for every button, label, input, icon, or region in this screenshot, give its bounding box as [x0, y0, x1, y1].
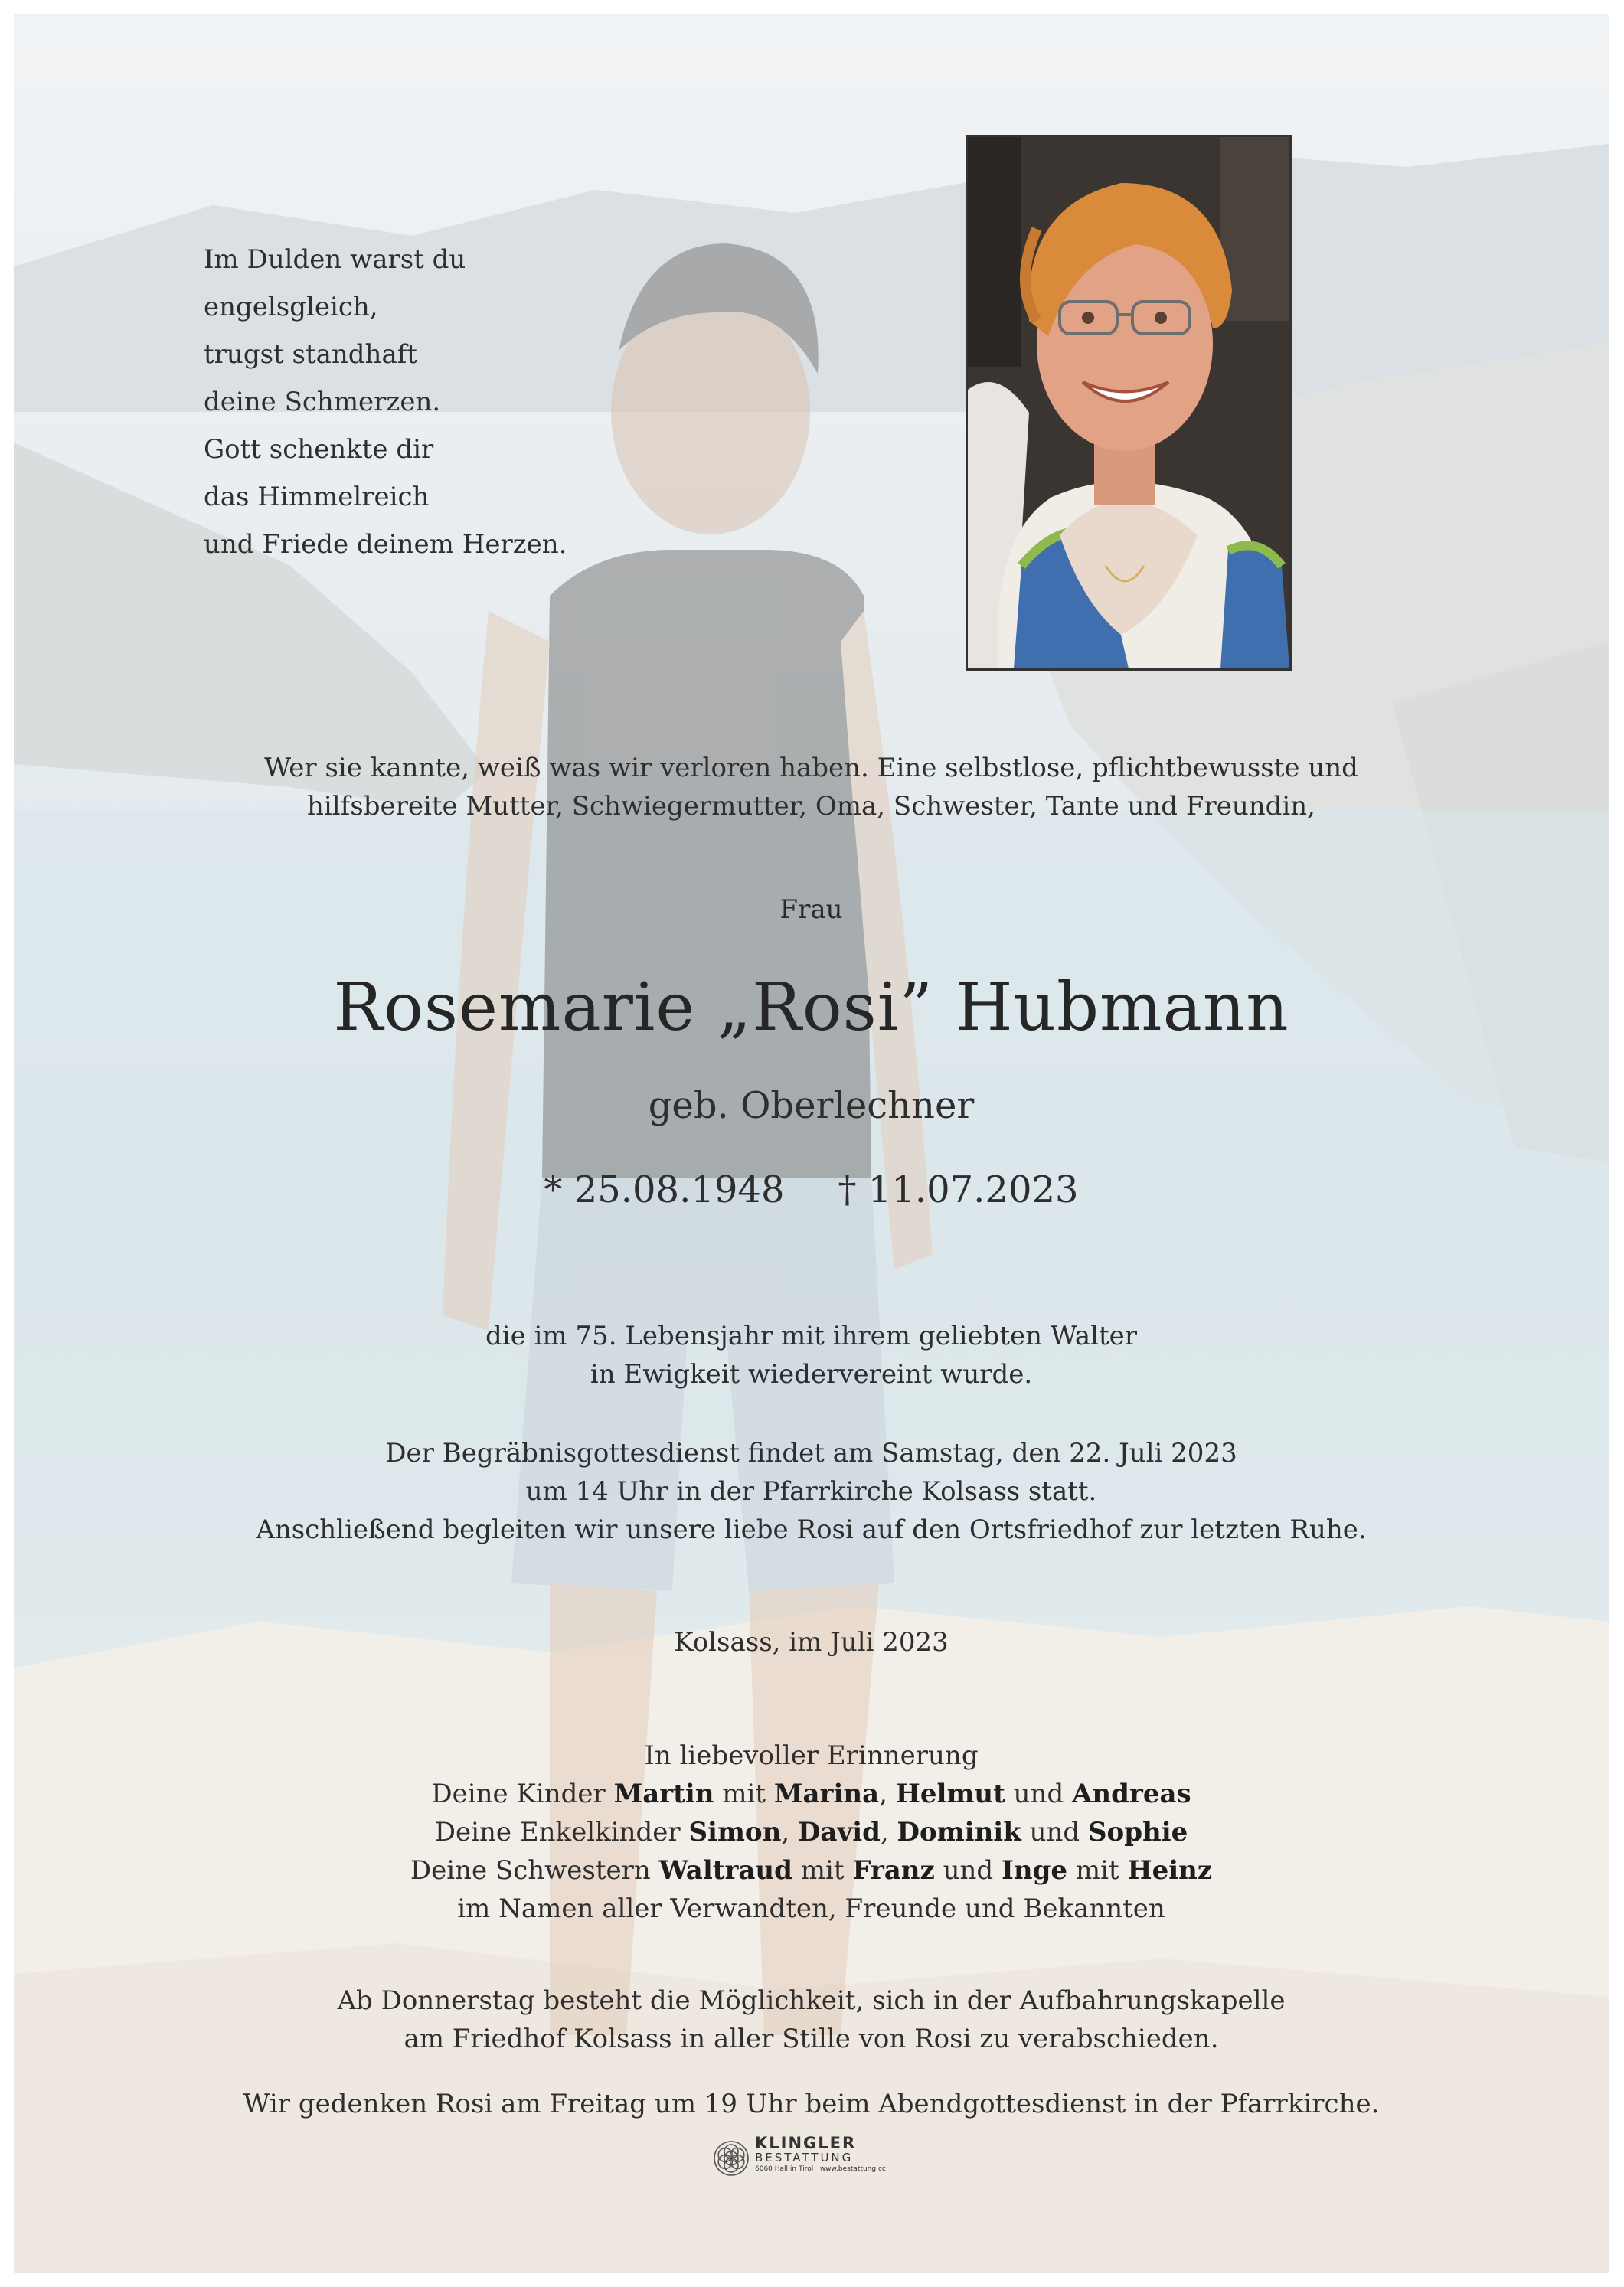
verse-line: engelsgleich, — [204, 292, 378, 322]
obituary-page — [14, 14, 1609, 2273]
intro-text — [14, 749, 1609, 825]
mourners-grandchildren: Deine Enkelkinder Simon, David, Dominik und Sophie — [434, 1817, 1188, 1848]
place-date — [14, 1623, 1609, 1661]
portrait-illustration — [968, 137, 1289, 668]
flower-of-life-icon — [712, 2139, 750, 2178]
farewell-line: am Friedhof Kolsass in aller Stille von Rosi zu verabschieden. — [404, 2024, 1219, 2054]
place-date-line: Kolsass, im Juli 2023 — [674, 1627, 949, 1658]
funeral-text — [14, 1434, 1609, 1549]
funeral-line: um 14 Uhr in der Pfarrkirche Kolsass statt. — [525, 1476, 1097, 1507]
intro-line: Wer sie kannte, weiß was wir verloren haben. Eine selbstlose, pflichtbewusste und — [264, 753, 1358, 783]
maiden-name: geb. Oberlechner — [648, 1084, 975, 1127]
reunion-line: in Ewigkeit wiedervereint wurde. — [590, 1359, 1033, 1390]
verse-line: und Friede deinem Herzen. — [204, 529, 567, 560]
funeral-line: Anschließend begleiten wir unsere liebe Rosi auf den Ortsfriedhof zur letzten Ruhe. — [256, 1514, 1367, 1545]
salutation: Frau — [779, 894, 843, 925]
funeral-line: Der Begräbnisgottesdienst findet am Samstag, den 22. Juli 2023 — [385, 1438, 1237, 1469]
birth-date: * 25.08.1948 — [544, 1168, 785, 1211]
intro-line: hilfsbereite Mutter, Schwiegermutter, Oma, Schwester, Tante und Freundin, — [307, 791, 1315, 822]
mourners-children: Deine Kinder Martin mit Marina, Helmut und Andreas — [431, 1779, 1191, 1809]
logo-subtitle: BESTATTUNG — [755, 2151, 854, 2164]
verse-line: Im Dulden warst du — [204, 244, 466, 275]
verse-line: Gott schenkte dir — [204, 434, 434, 465]
verse — [204, 236, 632, 568]
farewell-text — [14, 1982, 1609, 2058]
mourners-closing: im Namen aller Verwandten, Freunde und Bekannten — [457, 1893, 1165, 1924]
klingler-logo — [712, 2133, 903, 2187]
verse-line: deine Schmerzen. — [204, 387, 441, 417]
death-date: † 11.07.2023 — [838, 1168, 1079, 1211]
mourners-sisters: Deine Schwestern Waltraud mit Franz und Inge mit Heinz — [410, 1855, 1213, 1886]
reunion-text — [14, 1317, 1609, 1393]
logo-text — [755, 2135, 886, 2174]
verse-line: das Himmelreich — [204, 482, 430, 512]
reunion-line: die im 75. Lebensjahr mit ihrem geliebten Walter — [485, 1321, 1138, 1351]
portrait-photo — [966, 135, 1292, 671]
logo-name: KLINGLER — [755, 2134, 857, 2152]
life-dates — [14, 1168, 1609, 1211]
deceased-name: Rosemarie „Rosi” Hubmann — [333, 969, 1289, 1046]
logo-contact: 6060 Hall in Tirol www.bestattung.cc — [755, 2165, 886, 2173]
remembrance-text — [14, 2085, 1609, 2123]
mourners-heading: In liebevoller Erinnerung — [644, 1740, 979, 1771]
remembrance-line: Wir gedenken Rosi am Freitag um 19 Uhr beim Abendgottesdienst in der Pfarrkirche. — [243, 2089, 1380, 2119]
mourners — [14, 1736, 1609, 1928]
farewell-line: Ab Donnerstag besteht die Möglichkeit, sich in der Aufbahrungskapelle — [337, 1985, 1286, 2016]
verse-line: trugst standhaft — [204, 339, 417, 370]
